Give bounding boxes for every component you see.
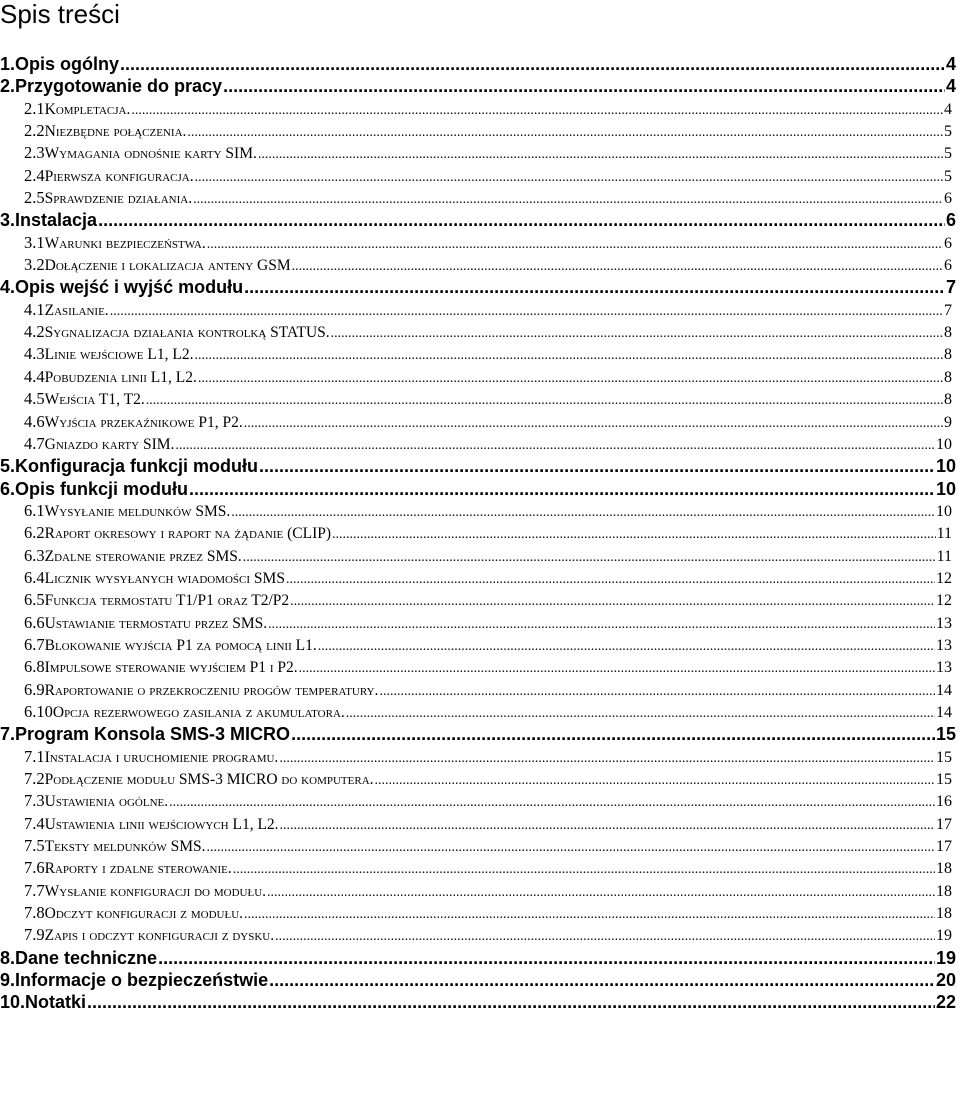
- toc-entry-chapter[interactable]: [0, 209, 960, 231]
- toc-dot-leader: [290, 591, 935, 611]
- toc-entry-page: 17: [936, 815, 952, 833]
- toc-dot-leader: [280, 815, 935, 835]
- toc-entry-section[interactable]: [0, 321, 960, 343]
- toc-entry-section[interactable]: [0, 612, 960, 634]
- toc-entry-section[interactable]: [0, 165, 960, 187]
- toc-entry-section[interactable]: [0, 567, 960, 589]
- toc-entry-chapter[interactable]: [0, 991, 960, 1013]
- toc-entry-page: 8: [944, 324, 952, 342]
- toc-entry-number: 2.1: [24, 98, 45, 118]
- toc-entry-page: 6: [944, 257, 952, 275]
- toc-entry-label: Impulsowe sterowanie wyjściem P1 i P2.: [44, 659, 298, 677]
- toc-entry-number: 6.2: [24, 523, 45, 543]
- toc-entry-label: Wymagania odnośnie karty SIM.: [44, 145, 257, 163]
- toc-entry-label: Niezbędne połączenia.: [44, 123, 187, 141]
- toc-entry-label: Sygnalizacja działania kontrolką STATUS.: [44, 324, 330, 342]
- toc-entry-section[interactable]: [0, 902, 960, 924]
- toc-entry-label: Przygotowanie do pracy: [15, 76, 223, 97]
- toc-entry-number: 4.: [0, 277, 16, 298]
- toc-dot-leader: [268, 614, 935, 634]
- toc-entry-number: 6.4: [24, 567, 45, 587]
- toc-entry-label: Ustawienia linii wejściowych L1, L2.: [44, 815, 279, 833]
- toc-entry-label: Zdalne sterowanie przez SMS.: [44, 547, 242, 565]
- toc-dot-leader: [195, 167, 943, 187]
- toc-entry-label: Podłączenie modułu SMS-3 MICRO do komputera.: [44, 771, 374, 788]
- toc-entry-number: 2.3: [24, 143, 45, 163]
- toc-entry-section[interactable]: [0, 835, 960, 857]
- toc-entry-page: 18: [936, 882, 952, 900]
- toc-entry-section[interactable]: [0, 187, 960, 209]
- toc-entry-number: 3.: [0, 210, 16, 231]
- toc-entry-section[interactable]: [0, 343, 960, 365]
- toc-dot-leader: [169, 792, 935, 812]
- toc-dot-leader: [244, 904, 935, 924]
- toc-dot-leader: [375, 770, 935, 790]
- toc-entry-number: 6.1: [24, 500, 45, 520]
- toc-entry-label: Teksty meldunków SMS.: [44, 838, 206, 856]
- toc-entry-label: Informacje o bezpieczeństwie: [15, 970, 269, 991]
- toc-entry-label: Wysyłanie meldunków SMS.: [44, 502, 231, 520]
- toc-entry-number: 4.2: [24, 322, 45, 342]
- toc-entry-section[interactable]: [0, 656, 960, 678]
- toc-entry-label: Zapis i odczyt konfiguracji z dysku.: [44, 927, 275, 945]
- toc-dot-leader: [233, 859, 935, 879]
- toc-entry-label: Licznik wysyłanych wiadomości SMS: [44, 569, 285, 587]
- toc-dot-leader: [120, 53, 945, 75]
- toc-dot-leader: [198, 368, 943, 388]
- toc-dot-leader: [292, 256, 943, 276]
- toc-entry-number: 6.7: [24, 634, 45, 654]
- toc-dot-leader: [193, 189, 943, 209]
- toc-dot-leader: [243, 547, 936, 567]
- toc-entry-section[interactable]: [0, 790, 960, 812]
- toc-entry-section[interactable]: [0, 254, 960, 276]
- toc-entry-number: 7.6: [24, 858, 45, 878]
- toc-entry-number: 2.5: [24, 188, 45, 208]
- toc-dot-leader: [267, 882, 935, 902]
- toc-entry-page: 12: [936, 569, 952, 587]
- toc-entry-section[interactable]: [0, 232, 960, 254]
- toc-entry-number: 4.5: [24, 389, 45, 409]
- toc-entry-section[interactable]: [0, 366, 960, 388]
- toc-entry-number: 7.4: [24, 813, 45, 833]
- toc-entry-page: 15: [936, 771, 952, 788]
- toc-entry-label: Sprawdzenie działania.: [44, 190, 193, 208]
- toc-dot-leader: [318, 636, 935, 656]
- toc-entry-number: 10.: [0, 992, 26, 1013]
- toc-dot-leader: [207, 837, 935, 857]
- toc-entry-number: 2.: [0, 76, 16, 97]
- toc-entry-page: 18: [936, 905, 952, 923]
- toc-entry-page: 7: [944, 301, 952, 319]
- toc-dot-leader: [110, 301, 943, 321]
- toc-entry-number: 4.6: [24, 411, 45, 431]
- toc-entry-label: Gniazdo karty SIM.: [44, 435, 175, 453]
- toc-entry-number: 6.: [0, 478, 16, 499]
- toc-entry-chapter[interactable]: [0, 947, 960, 969]
- toc-entry-page: 20: [935, 970, 956, 991]
- toc-entry-page: 19: [935, 947, 956, 968]
- toc-entry-label: Dane techniczne: [15, 947, 158, 968]
- toc-entry-page: 15: [936, 748, 952, 766]
- toc-list: [0, 53, 960, 1014]
- toc-entry-number: 4.4: [24, 366, 45, 386]
- toc-dot-leader: [299, 658, 935, 678]
- toc-entry-number: 7.8: [24, 903, 45, 923]
- toc-entry-number: 3.1: [24, 232, 45, 252]
- toc-entry-label: Program Konsola SMS-3 MICRO: [15, 724, 291, 745]
- toc-entry-page: 15: [935, 724, 956, 745]
- toc-entry-page: 13: [936, 614, 952, 632]
- toc-entry-label: Pobudzenia linii L1, L2.: [44, 368, 197, 386]
- toc-entry-section[interactable]: [0, 299, 960, 321]
- toc-entry-number: 6.8: [24, 657, 45, 677]
- toc-entry-page: 16: [936, 793, 952, 811]
- toc-dot-leader: [87, 991, 935, 1013]
- page-title: Spis treści: [0, 0, 120, 29]
- toc-entry-label: Dołączenie i lokalizacja anteny GSM: [44, 257, 291, 275]
- toc-entry-section[interactable]: [0, 701, 960, 723]
- toc-entry-chapter[interactable]: [0, 969, 960, 991]
- toc-dot-leader: [379, 681, 935, 701]
- toc-entry-label: Ustawienia ogólne.: [44, 793, 169, 811]
- toc-entry-number: 5.: [0, 456, 16, 477]
- toc-entry-page: 22: [935, 992, 956, 1013]
- toc-entry-label: Opis wejść i wyjść modułu: [15, 277, 244, 298]
- toc-dot-leader: [258, 144, 943, 164]
- toc-dot-leader: [189, 478, 935, 500]
- toc-entry-section[interactable]: [0, 857, 960, 879]
- toc-entry-page: 5: [944, 123, 952, 141]
- toc-entry-page: 11: [936, 525, 952, 543]
- toc-entry-section[interactable]: [0, 679, 960, 701]
- toc-entry-label: Opis ogólny: [15, 54, 120, 74]
- toc-entry-label: Raporty i zdalne sterowanie.: [44, 860, 232, 878]
- toc-entry-section[interactable]: [0, 746, 960, 768]
- toc-entry-section[interactable]: [0, 880, 960, 902]
- toc-entry-label: Konfiguracja funkcji modułu: [15, 456, 259, 477]
- toc-entry-section[interactable]: [0, 634, 960, 656]
- toc-entry-page: 11: [936, 547, 952, 565]
- toc-entry-section[interactable]: [0, 813, 960, 835]
- toc-entry-label: Funkcja termostatu T1/P1 oraz T2/P2: [44, 592, 290, 610]
- toc-entry-page: 6: [944, 234, 952, 252]
- toc-entry-number: 6.9: [24, 679, 45, 699]
- toc-entry-page: 10: [936, 502, 952, 520]
- toc-entry-page: 13: [936, 636, 952, 654]
- toc-entry-label: Kompletacja.: [44, 100, 131, 118]
- toc-entry-label: Instalacja i uruchomienie programu.: [44, 748, 279, 766]
- toc-entry-section[interactable]: [0, 411, 960, 433]
- toc-entry-page: 10: [935, 478, 956, 499]
- toc-dot-leader: [331, 323, 943, 343]
- toc-entry-page: 14: [936, 703, 952, 721]
- toc-dot-leader: [275, 926, 935, 946]
- toc-entry-page: 5: [944, 167, 952, 185]
- toc-entry-number: 4.7: [24, 433, 45, 453]
- toc-entry-label: Raportowanie o przekroczeniu progów temperatury.: [44, 681, 379, 699]
- toc-dot-leader: [346, 703, 935, 723]
- toc-entry-page: 6: [944, 190, 952, 208]
- toc-entry-page: 4: [945, 76, 956, 97]
- toc-entry-section[interactable]: [0, 924, 960, 946]
- toc-entry-number: 8.: [0, 947, 16, 968]
- toc-dot-leader: [207, 234, 943, 254]
- toc-dot-leader: [194, 345, 943, 365]
- toc-entry-page: 14: [936, 681, 952, 699]
- toc-entry-label: Wyjścia przekaźnikowe P1, P2.: [44, 413, 243, 431]
- toc-entry-page: 10: [935, 456, 956, 477]
- toc-entry-page: 8: [944, 346, 952, 364]
- toc-entry-number: 7.9: [24, 925, 45, 945]
- toc-entry-label: Raport okresowy i raport na żądanie (CLIP): [44, 525, 332, 543]
- toc-entry-chapter[interactable]: [0, 478, 960, 500]
- toc-entry-number: 4.3: [24, 344, 45, 364]
- toc-entry-page: 4: [945, 54, 956, 74]
- toc-entry-section[interactable]: [0, 522, 960, 544]
- toc-entry-label: Ustawianie termostatu przez SMS.: [44, 614, 268, 632]
- toc-dot-leader: [223, 75, 945, 97]
- toc-entry-number: 2.2: [24, 121, 45, 141]
- toc-dot-leader: [187, 122, 943, 142]
- toc-entry-page: 4: [944, 100, 952, 118]
- toc-entry-label: Instalacja: [15, 210, 98, 231]
- toc-dot-leader: [98, 209, 945, 231]
- toc-dot-leader: [131, 100, 943, 120]
- toc-entry-page: 10: [936, 435, 952, 453]
- toc-entry-number: 7.: [0, 724, 16, 745]
- toc-entry-label: Warunki bezpieczeństwa.: [44, 234, 206, 252]
- toc-entry-page: 5: [944, 145, 952, 163]
- toc-dot-leader: [158, 947, 935, 969]
- toc-entry-page: 8: [944, 391, 952, 409]
- toc-entry-number: 7.1: [24, 746, 45, 766]
- toc-entry-section[interactable]: [0, 120, 960, 142]
- toc-entry-section[interactable]: [0, 388, 960, 410]
- toc-entry-page: 13: [936, 659, 952, 677]
- toc-entry-label: Opis funkcji modułu: [15, 478, 189, 499]
- toc-dot-leader: [175, 435, 935, 455]
- toc-entry-section[interactable]: [0, 142, 960, 164]
- toc-entry-label: Linie wejściowe L1, L2.: [44, 346, 194, 364]
- toc-entry-number: 7.7: [24, 880, 45, 900]
- toc-entry-section[interactable]: [0, 589, 960, 611]
- toc-dot-leader: [286, 569, 935, 589]
- toc-entry-label: Odczyt konfiguracji z modułu.: [44, 905, 244, 923]
- toc-entry-section[interactable]: [0, 98, 960, 120]
- toc-entry-page: 17: [936, 838, 952, 856]
- toc-entry-label: Blokowanie wyjścia P1 za pomocą linii L1.: [44, 636, 317, 654]
- toc-entry-number: 7.3: [24, 791, 45, 811]
- toc-dot-leader: [269, 969, 935, 991]
- toc-entry-number: 7.2: [24, 769, 45, 788]
- toc-dot-leader: [244, 413, 943, 433]
- toc-entry-label: Notatki: [25, 992, 87, 1013]
- toc-dot-leader: [332, 524, 936, 544]
- toc-entry-page: 12: [936, 592, 952, 610]
- toc-dot-leader: [259, 455, 935, 477]
- toc-entry-section[interactable]: [0, 545, 960, 567]
- toc-entry-chapter[interactable]: [0, 75, 960, 97]
- toc-entry-number: 6.10: [24, 701, 53, 721]
- toc-entry-number: 7.5: [24, 836, 45, 856]
- toc-entry-label: Wejścia T1, T2.: [44, 391, 145, 409]
- toc-entry-number: 6.3: [24, 545, 45, 565]
- toc-entry-number: 9.: [0, 970, 16, 991]
- toc-entry-number: 6.6: [24, 612, 45, 632]
- toc-entry-chapter[interactable]: [0, 723, 960, 745]
- toc-entry-page: 7: [945, 277, 956, 298]
- toc-dot-leader: [231, 502, 935, 522]
- toc-dot-leader: [279, 748, 935, 768]
- toc-entry-chapter[interactable]: [0, 53, 960, 75]
- toc-entry-page: 9: [944, 413, 952, 431]
- toc-entry-number: 3.2: [24, 255, 45, 275]
- toc-dot-leader: [146, 390, 943, 410]
- toc-entry-number: 1.: [0, 54, 16, 74]
- toc-entry-page: 19: [936, 927, 952, 945]
- toc-dot-leader: [244, 276, 945, 298]
- toc-entry-page: 8: [944, 368, 952, 386]
- toc-entry-chapter[interactable]: [0, 455, 960, 477]
- toc-entry-label: Zasilanie.: [44, 301, 109, 319]
- toc-entry-number: 4.1: [24, 299, 45, 319]
- toc-entry-label: Opcja rezerwowego zasilania z akumulatora.: [52, 703, 345, 721]
- toc-dot-leader: [291, 723, 935, 745]
- toc-entry-chapter[interactable]: [0, 276, 960, 298]
- toc-entry-page: 6: [945, 210, 956, 231]
- toc-entry-page: 18: [936, 860, 952, 878]
- toc-entry-section[interactable]: [0, 500, 960, 522]
- toc-entry-section[interactable]: [0, 433, 960, 455]
- toc-entry-number: 6.5: [24, 590, 45, 610]
- toc-entry-section[interactable]: [0, 768, 960, 790]
- toc-entry-number: 2.4: [24, 165, 45, 185]
- toc-entry-label: Pierwsza konfiguracja.: [44, 167, 194, 185]
- toc-entry-label: Wysłanie konfiguracji do modułu.: [44, 882, 267, 900]
